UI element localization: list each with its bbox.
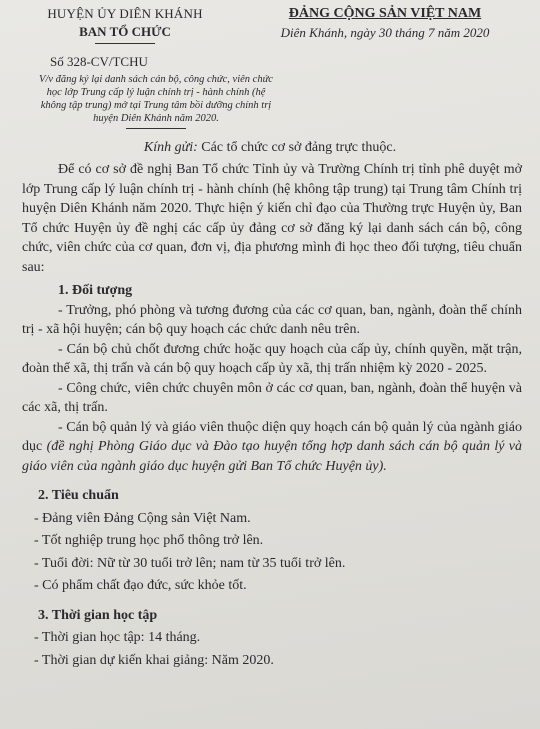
section-2-item: - Có phẩm chất đạo đức, sức khỏe tốt.: [34, 578, 247, 593]
divider: [95, 43, 155, 44]
section-2-title: 2. Tiêu chuẩn: [38, 488, 119, 503]
document-number: Số 328-CV/TCHU: [50, 54, 148, 69]
issuing-organization: [20, 6, 230, 44]
document-body: [22, 160, 522, 670]
recipient-line: [0, 140, 540, 156]
section-1-item: [22, 418, 522, 477]
party-header: [240, 6, 530, 41]
section-2-item: - Đảng viên Đảng Cộng sản Việt Nam.: [34, 510, 251, 526]
subject-text: V/v đăng ký lại danh sách cán bộ, công chức, viên chức học lớp Trung cấp lý luận chính trị - hành chính (hệ không tập trung) mở tại Trung tâm bồi dưỡng chính trị huyện Diên Khánh năm 2020.: [39, 74, 273, 124]
org-line-2: BAN TỔ CHỨC: [79, 24, 171, 39]
divider: [126, 128, 186, 129]
org-line-1: HUYỆN ỦY DIÊN KHÁNH: [47, 6, 203, 21]
place-date: Diên Khánh, ngày 30 tháng 7 năm 2020: [280, 25, 490, 40]
section-1-item: - Trưởng, phó phòng và tương đương của các cơ quan, ban, ngành, đoàn thể chính trị - xã hội huyện; cán bộ quy hoạch các chức danh nêu trên.: [22, 302, 522, 337]
party-name: ĐẢNG CỘNG SẢN VIỆT NAM: [288, 6, 482, 21]
section-2-item: - Tuổi đời: Nữ từ 30 tuổi trở lên; nam từ 35 tuổi trở lên.: [34, 555, 346, 571]
section-2-item: - Tốt nghiệp trung học phổ thông trở lên.: [34, 533, 264, 548]
document-subject: [36, 73, 276, 129]
recipient-label: Kính gửi:: [143, 140, 198, 155]
section-1-item: - Công chức, viên chức chuyên môn ở các cơ quan, ban, ngành, đoàn thể huyện và các xã, thị trấn.: [22, 380, 522, 415]
section-1-item-text: - Cán bộ quản lý và giáo viên thuộc diện quy hoạch cán bộ quản lý của ngành giáo dục: [22, 419, 522, 454]
section-1-item: - Cán bộ chủ chốt đương chức hoặc quy hoạch của cấp ủy, chính quyền, mặt trận, đoàn thể xã, thị trấn và cán bộ quy hoạch cấp ủy xã, thị trấn nhiệm kỳ 2020 - 2025.: [22, 341, 522, 376]
spacer: [22, 476, 522, 482]
intro-paragraph: Để có cơ sở đề nghị Ban Tổ chức Tỉnh ủy và Trường Chính trị tỉnh phê duyệt mở lớp Trung cấp lý luận chính trị - hành chính (hệ không tập trung) tại Trung tâm Chính trị huyện Diên Khánh năm 2020. Thực hiện ý kiến chỉ đạo của Thường trực Huyện ủy, Ban Tổ chức Huyện ủy đề nghị các cấp ủy đảng cơ sở đăng ký lại danh sách cán bộ, công chức, viên chức của cơ quan, đơn vị, địa phương mình đi học theo đối tượng, tiêu chuẩn sau:: [22, 162, 522, 275]
section-3-title: 3. Thời gian học tập: [38, 607, 158, 623]
section-1-item-note: (đề nghị Phòng Giáo dục và Đào tạo huyện tổng hợp danh sách cán bộ quản lý và giáo viên của ngành giáo dục huyện gửi Ban Tổ chức Huyện ủy).: [22, 439, 523, 474]
spacer: [22, 596, 522, 602]
section-3-item: - Thời gian học tập: 14 tháng.: [34, 630, 201, 645]
section-1-title: 1. Đối tượng: [58, 283, 133, 298]
recipient-text: Các tổ chức cơ sở đảng trực thuộc.: [201, 140, 397, 155]
section-3-item: - Thời gian dự kiến khai giảng: Năm 2020.: [34, 652, 274, 668]
